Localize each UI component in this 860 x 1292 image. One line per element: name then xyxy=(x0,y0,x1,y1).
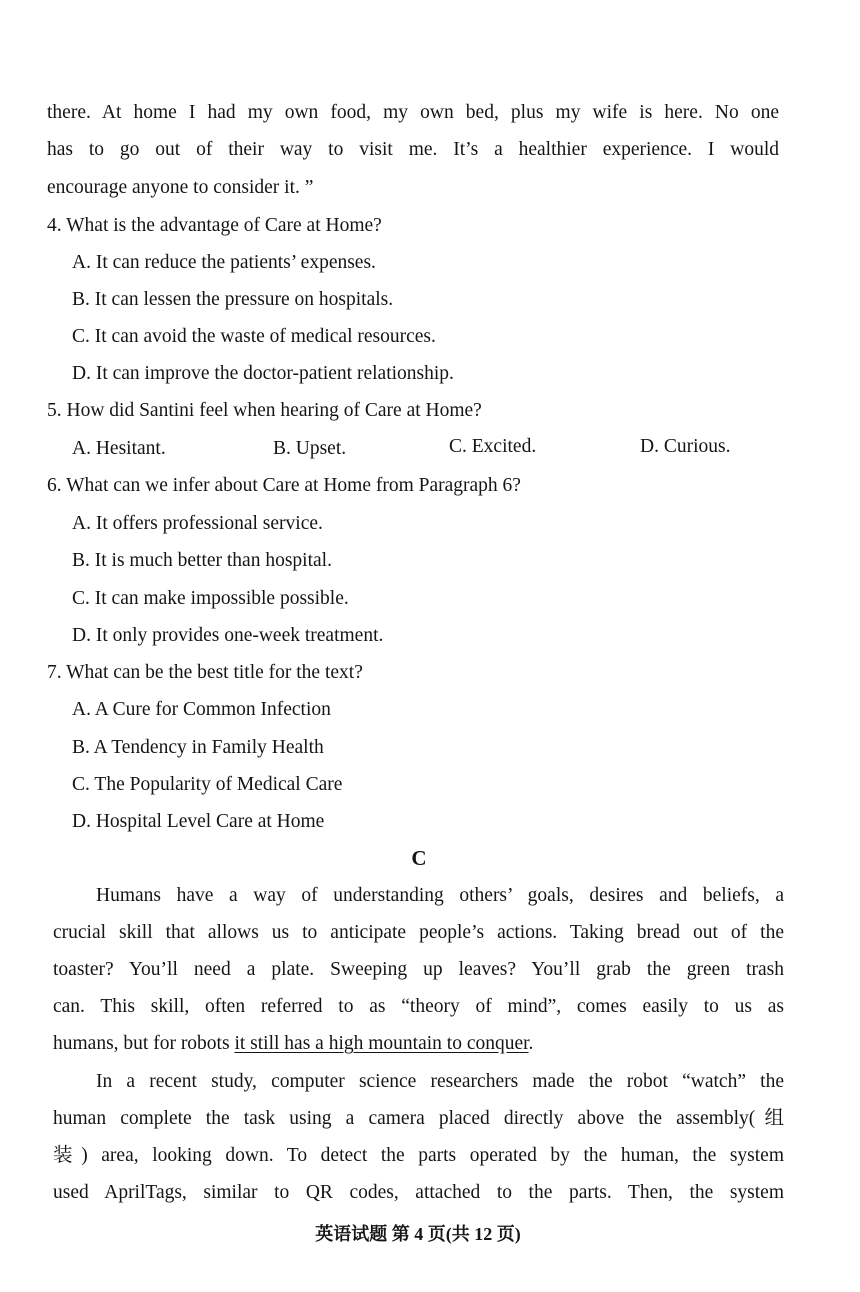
question-7-option-c: C. The Popularity of Medical Care xyxy=(72,774,343,795)
question-6-stem: 6. What can we infer about Care at Home from Paragraph 6? xyxy=(47,475,521,496)
passage-line: human complete the task using a camera placed directly above the assembly(组 xyxy=(53,1108,784,1129)
question-4-option-c: C. It can avoid the waste of medical resources. xyxy=(72,326,436,347)
passage-line: used AprilTags, similar to QR codes, attached to the parts. Then, the system xyxy=(53,1182,784,1203)
passage-line: In a recent study, computer science researchers made the robot “watch” the xyxy=(96,1071,784,1092)
question-7-option-b: B. A Tendency in Family Health xyxy=(72,737,324,758)
passage-line: has to go out of their way to visit me. It’s a healthier experience. I would xyxy=(47,139,779,160)
passage-line: can. This skill, often referred to as “theory of mind”, comes easily to us as xyxy=(53,996,784,1017)
passage-text: . xyxy=(528,1033,534,1054)
question-5-option-b: B. Upset. xyxy=(273,438,347,459)
passage-line: toaster? You’ll need a plate. Sweeping up leaves? You’ll grab the green trash xyxy=(53,959,784,980)
section-heading: C xyxy=(411,846,427,870)
passage-line: Humans have a way of understanding others’ goals, desires and beliefs, a xyxy=(96,885,784,906)
passage-text: humans, but for robots xyxy=(53,1033,235,1054)
question-5-option-c: C. Excited. xyxy=(449,436,537,457)
question-6-option-d: D. It only provides one-week treatment. xyxy=(72,625,384,646)
question-5-stem: 5. How did Santini feel when hearing of Care at Home? xyxy=(47,400,482,421)
question-6-option-b: B. It is much better than hospital. xyxy=(72,550,332,571)
question-7-option-a: A. A Cure for Common Infection xyxy=(72,699,331,720)
page-footer: 英语试题 第 4 页(共 12 页) xyxy=(315,1224,521,1244)
question-6-option-c: C. It can make impossible possible. xyxy=(72,588,349,609)
underlined-phrase: it still has a high mountain to conquer xyxy=(234,1033,529,1054)
question-4-option-b: B. It can lessen the pressure on hospitals. xyxy=(72,289,394,310)
question-6-option-a: A. It offers professional service. xyxy=(72,513,323,534)
passage-line: encourage anyone to consider it. ” xyxy=(47,177,314,198)
question-4-stem: 4. What is the advantage of Care at Home? xyxy=(47,215,382,236)
question-7-option-d: D. Hospital Level Care at Home xyxy=(72,811,325,832)
passage-line-with-underline xyxy=(53,1032,533,1056)
question-5-option-a: A. Hesitant. xyxy=(72,438,166,459)
question-7-stem: 7. What can be the best title for the text? xyxy=(47,662,363,683)
passage-line: crucial skill that allows us to anticipate people’s actions. Taking bread out of the xyxy=(53,922,784,943)
question-4-option-a: A. It can reduce the patients’ expenses. xyxy=(72,252,376,273)
question-5-option-d: D. Curious. xyxy=(640,436,731,457)
question-4-option-d: D. It can improve the doctor-patient relationship. xyxy=(72,363,454,384)
passage-line: 装) area, looking down. To detect the parts operated by the human, the system xyxy=(53,1145,784,1166)
passage-line: there. At home I had my own food, my own bed, plus my wife is here. No one xyxy=(47,102,779,123)
